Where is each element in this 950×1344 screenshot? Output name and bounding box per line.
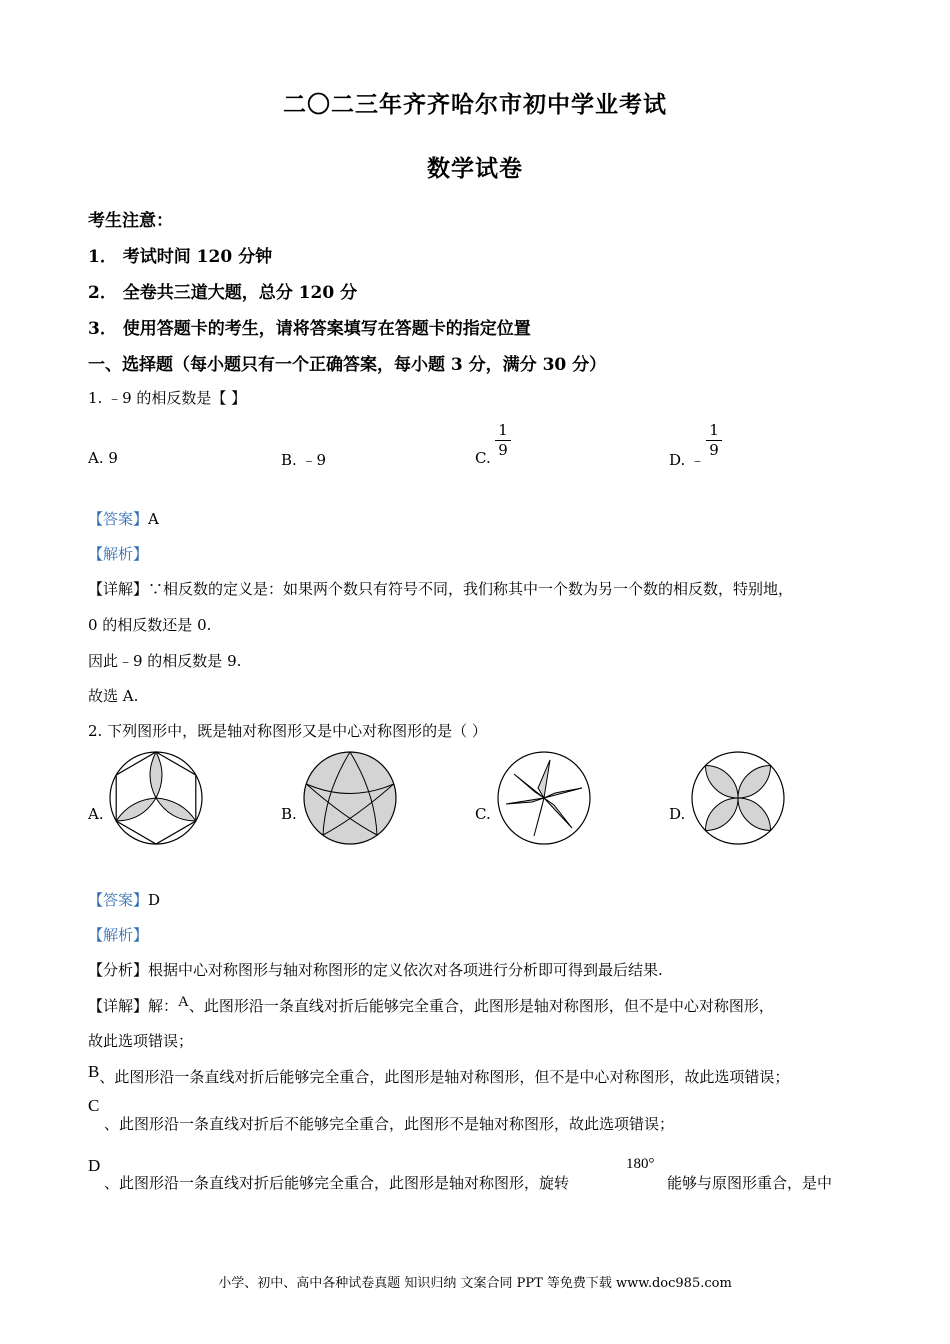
option-letter-a: A (178, 994, 189, 1010)
notice-heading: 考生注意： (88, 211, 173, 231)
answer-tag: 【答案】 (88, 510, 149, 528)
answer-value: D (148, 891, 161, 909)
answer-tag: 【答案】 (88, 891, 149, 909)
section-heading: 一、选择题（每小题只有一个正确答案，每小题 3 分，满分 30 分） (88, 355, 607, 375)
q2-detail-a-line-2: 故此选项错误； (88, 1032, 194, 1050)
analysis-label: 【分析】 (88, 961, 149, 979)
q2-figure-c (496, 750, 592, 846)
q1-option-b: B. ﹣9 (281, 451, 327, 469)
q1-analysis-tag: 【解析】 (88, 545, 149, 563)
notice-item-2: 2． 全卷共三道大题，总分 120 分 (88, 283, 358, 303)
q2-stem: 2. 下列图形中，既是轴对称图形又是中心对称图形的是（ ） (88, 722, 487, 740)
q2-option-d-label: D. (669, 805, 686, 823)
fraction-denominator: 9 (498, 441, 508, 459)
option-letter-c: C (88, 1096, 100, 1115)
q1-option-c-fraction (495, 422, 511, 459)
q2-analysis (88, 959, 663, 980)
answer-value: A (148, 510, 159, 528)
q1-detail-line-3: 因此﹣9 的相反数是 9. (88, 652, 242, 670)
option-letter-b: B (88, 1062, 100, 1081)
option-letter-d: D (88, 1156, 101, 1175)
q1-detail-line-2: 0 的相反数还是 0. (88, 616, 212, 634)
q2-detail-d-part-1: 、此图形沿一条直线对折后能够完全重合，此图形是轴对称图形，旋转 (104, 1174, 570, 1192)
q2-answer (88, 889, 160, 910)
q2-option-b-label: B. (281, 805, 297, 823)
q1-option-a: A. 9 (88, 449, 118, 467)
q1-option-d-label: D. ﹣ (669, 451, 706, 469)
detail-a-text: 、此图形沿一条直线对折后能够完全重合，此图形是轴对称图形，但不是中心对称图形， (188, 997, 774, 1015)
detail-text: ∵相反数的定义是：如果两个数只有符号不同，我们称其中一个数为另一个数的相反数，特别地， (148, 580, 794, 598)
q2-detail-c: 、此图形沿一条直线对折后不能够完全重合，此图形不是轴对称图形，故此选项错误； (104, 1115, 675, 1133)
detail-tag: 【详解】 (88, 997, 149, 1015)
detail-intro: 解： (148, 997, 179, 1015)
q2-figure-a (108, 750, 204, 846)
page-footer: 小学、初中、高中各种试卷真题 知识归纳 文案合同 PPT 等免费下载 www.doc985.com (218, 1276, 732, 1291)
q2-detail-a (88, 995, 774, 1016)
notice-item-3: 3． 使用答题卡的考生，请将答案填写在答题卡的指定位置 (88, 319, 531, 339)
rotation-angle: 180° (626, 1156, 655, 1172)
q2-option-a-label: A. (88, 805, 104, 823)
exam-title: 二〇二三年齐齐哈尔市初中学业考试 (283, 91, 667, 118)
q1-detail-line-4: 故选 A. (88, 687, 139, 705)
q2-detail-b (88, 1062, 790, 1087)
q2-analysis-tag: 【解析】 (88, 926, 149, 944)
fraction-denominator: 9 (709, 441, 719, 459)
detail-tag: 【详解】 (88, 580, 149, 598)
detail-b-text: 、此图形沿一条直线对折后能够完全重合，此图形是轴对称图形，但不是中心对称图形，故此选项错误； (99, 1068, 790, 1086)
q1-detail-line-1 (88, 578, 793, 599)
q2-detail-d-part-2: 能够与原图形重合，是中 (667, 1174, 833, 1192)
q1-option-d-fraction (706, 422, 722, 459)
q1-stem: 1. ﹣9 的相反数是【 】 (88, 389, 247, 407)
q2-option-c-label: C. (475, 805, 491, 823)
exam-subtitle: 数学试卷 (427, 155, 523, 182)
fraction-numerator: 1 (709, 421, 719, 439)
q2-figure-b (302, 750, 398, 846)
fraction-numerator: 1 (498, 421, 508, 439)
q2-figure-d (690, 750, 786, 846)
q1-answer (88, 508, 159, 529)
q1-option-c-label: C. (475, 449, 491, 467)
analysis-text: 根据中心对称图形与轴对称图形的定义依次对各项进行分析即可得到最后结果. (148, 961, 663, 979)
notice-item-1: 1． 考试时间 120 分钟 (88, 247, 273, 267)
